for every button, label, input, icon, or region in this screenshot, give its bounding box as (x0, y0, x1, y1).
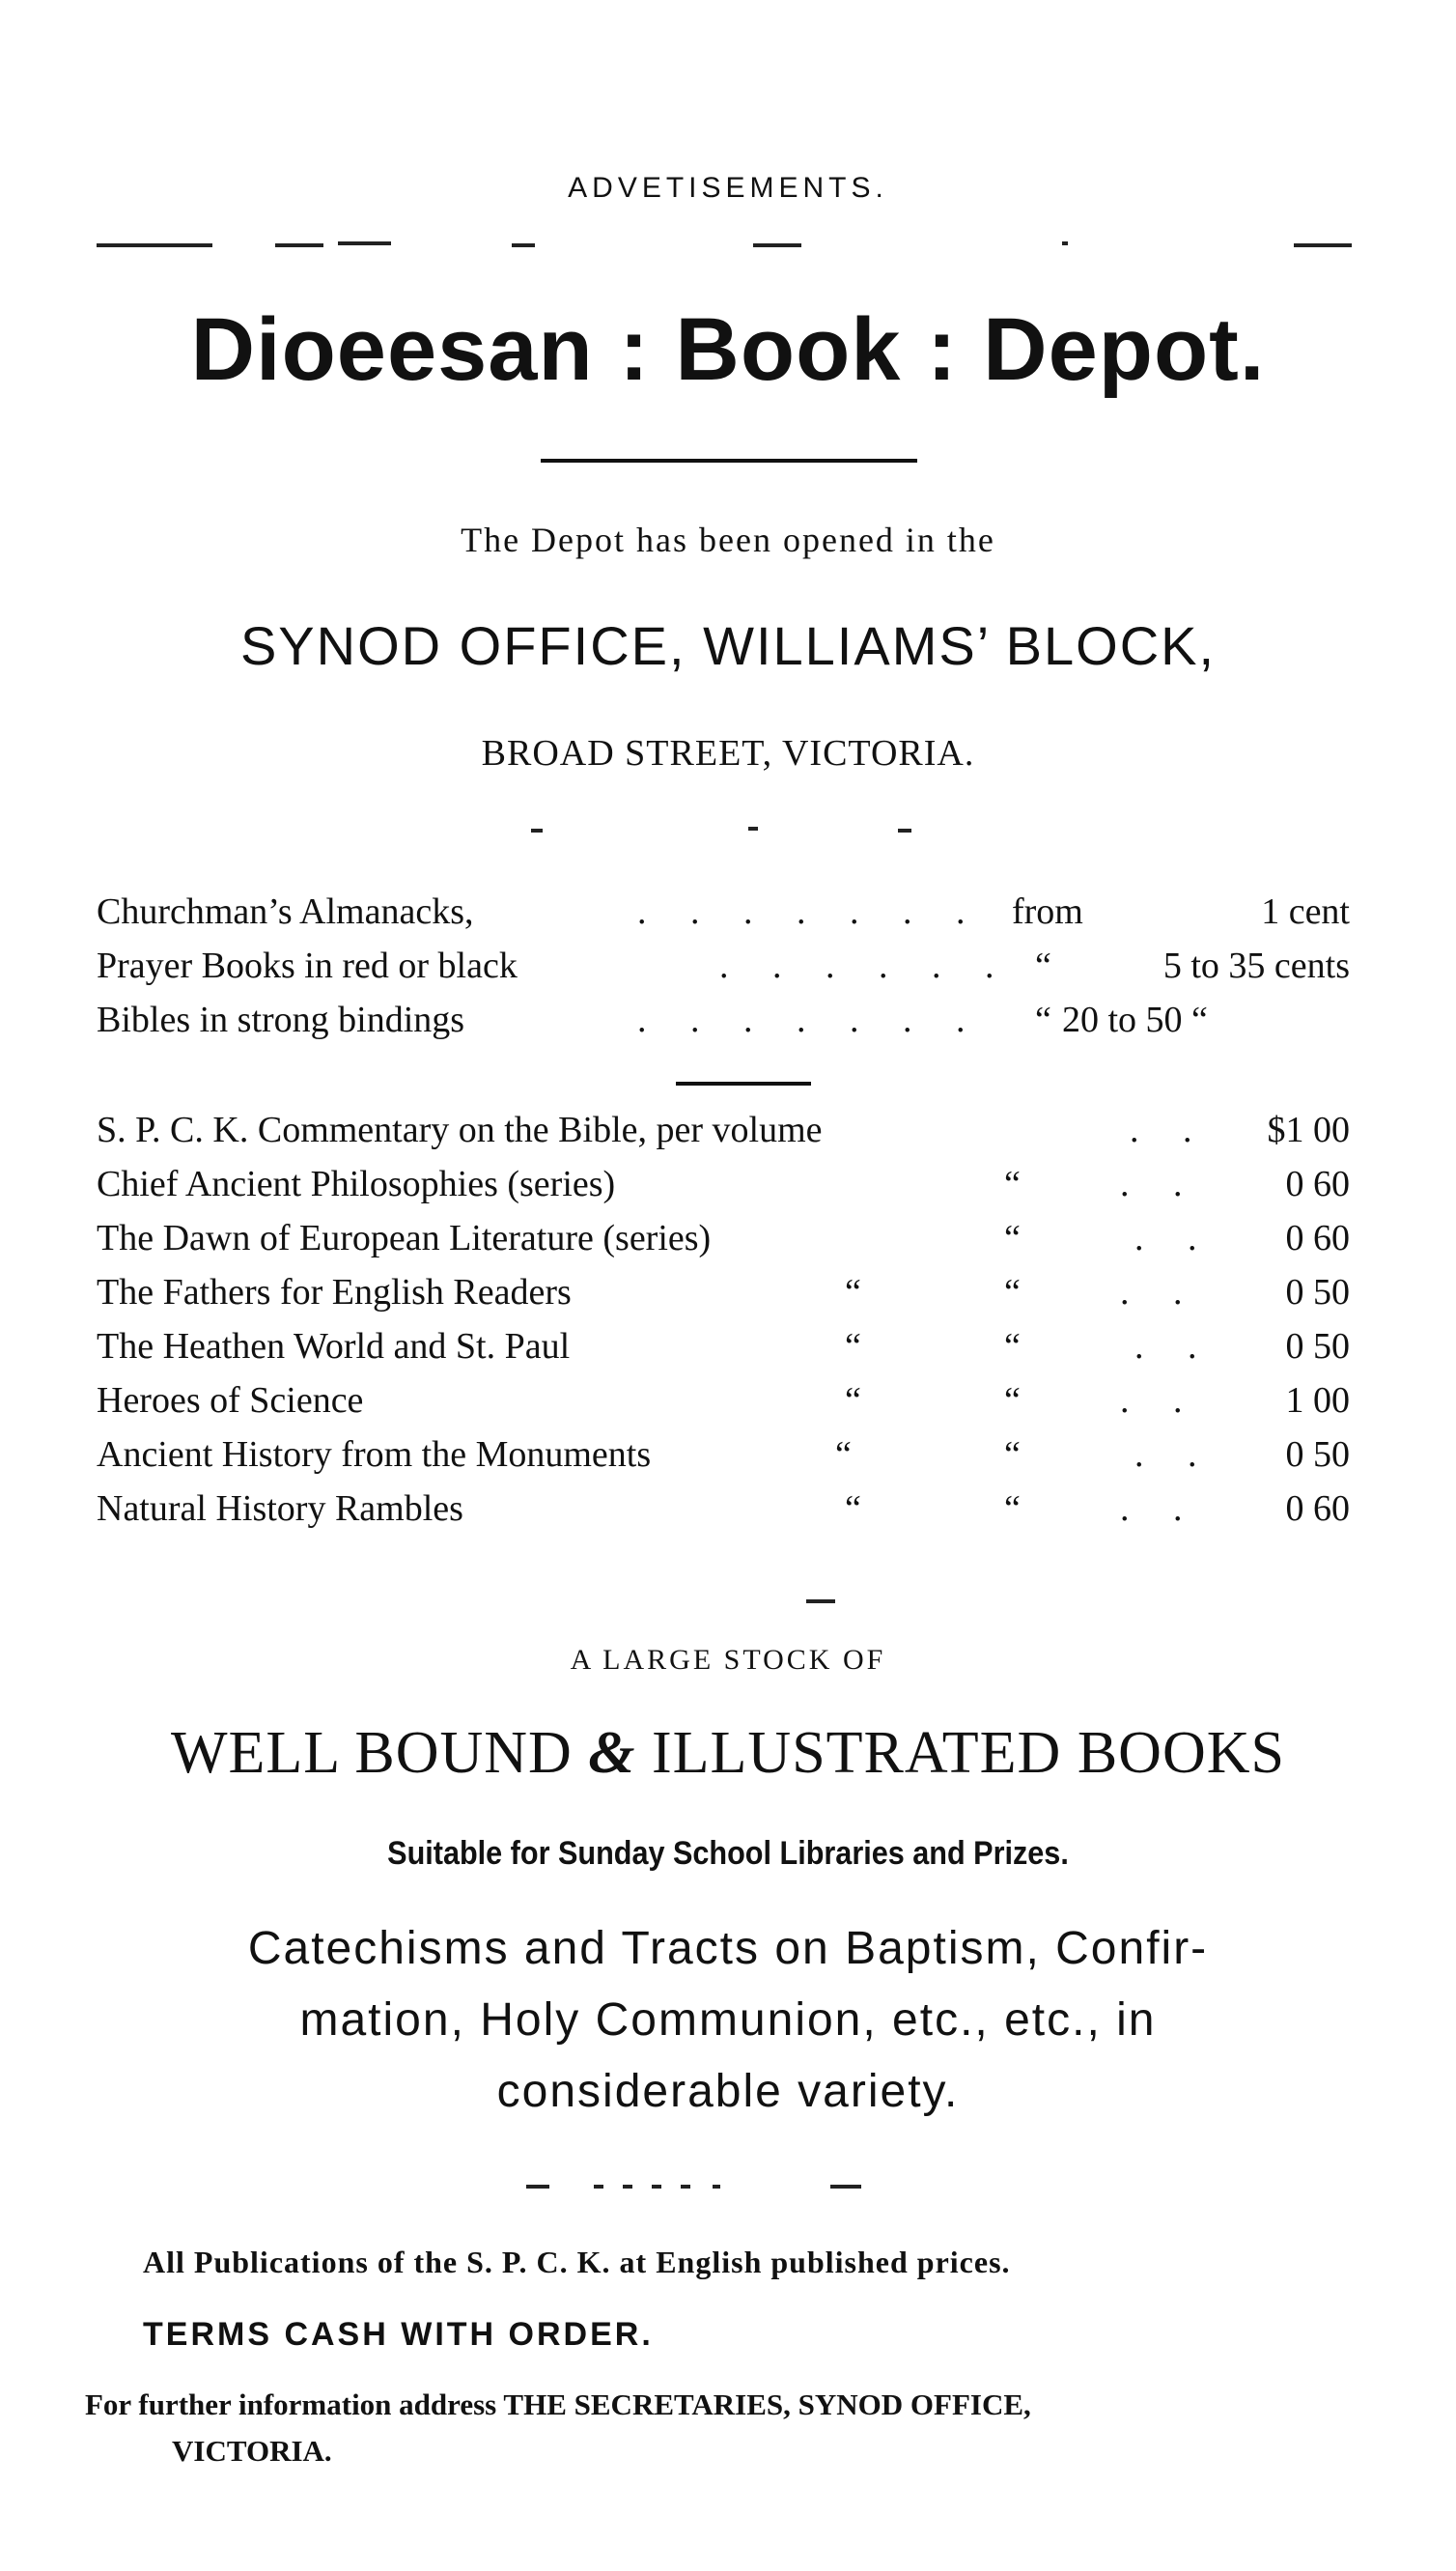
item-ditto: “ (845, 1326, 861, 1367)
list-divider (676, 1082, 811, 1086)
item-ditto: “ (1004, 1218, 1021, 1258)
item-price: 5 to 35 cents (1162, 946, 1350, 986)
item-price: 20 to 50 “ (1062, 1000, 1208, 1040)
item-leader: . . (1120, 1488, 1200, 1529)
list-item (0, 1379, 1456, 1433)
street-address: BROAD STREET, VICTORIA. (481, 733, 975, 774)
item-name: Bibles in strong bindings (97, 1000, 465, 1040)
catechisms-line-3: considerable variety. (496, 2066, 960, 2117)
item-name: Churchman’s Almanacks, (97, 891, 474, 932)
list-item (0, 945, 1456, 999)
separator-dash (806, 1599, 835, 1603)
item-leader: . . . . . . . (637, 891, 983, 932)
item-price: 1 00 (1285, 1380, 1350, 1421)
item-name: Heroes of Science (97, 1380, 364, 1421)
list-item (0, 1325, 1456, 1379)
item-name: S. P. C. K. Commentary on the Bible, per volume (97, 1110, 823, 1150)
title-underline (541, 459, 917, 463)
item-leader: . . (1134, 1218, 1215, 1258)
item-name: Ancient History from the Monuments (97, 1434, 652, 1475)
list-item (0, 1433, 1456, 1487)
item-name: The Heathen World and St. Paul (97, 1326, 571, 1367)
item-ditto: “ (1035, 1000, 1051, 1040)
item-leader: . . (1120, 1164, 1200, 1204)
item-price: 0 60 (1285, 1218, 1350, 1258)
item-price: 0 50 (1285, 1326, 1350, 1367)
item-price: 0 50 (1285, 1434, 1350, 1475)
item-price: 0 60 (1285, 1488, 1350, 1529)
list-item (0, 890, 1456, 945)
list-item (0, 1163, 1456, 1217)
item-name: The Dawn of European Literature (series) (97, 1218, 712, 1258)
headline-right: ILLUSTRATED BOOKS (652, 1720, 1285, 1786)
item-name: Natural History Rambles (97, 1488, 463, 1529)
item-price: 0 50 (1285, 1272, 1350, 1313)
item-leader: . . (1134, 1434, 1215, 1475)
location-heading: SYNOD OFFICE, WILLIAMS’ BLOCK, (239, 615, 1217, 676)
catechisms-line-2: mation, Holy Communion, etc., etc., in (299, 1994, 1157, 2046)
list-item (0, 1271, 1456, 1325)
item-name: Chief Ancient Philosophies (series) (97, 1164, 616, 1204)
stock-suitable: Suitable for Sunday School Libraries and Prizes. (387, 1835, 1069, 1872)
intro-line: The Depot has been opened in the (461, 521, 995, 559)
item-ditto: “ (1004, 1434, 1021, 1475)
item-price: 1 cent (1261, 891, 1350, 932)
list-item (0, 999, 1456, 1053)
stock-headline (0, 1719, 1456, 1788)
item-leader: . . (1120, 1272, 1200, 1313)
item-ditto: “ (1004, 1488, 1021, 1529)
page-title: Dioeesan : Book : Depot. (190, 300, 1266, 399)
item-ditto: “ (1004, 1164, 1021, 1204)
item-leader: . . (1134, 1326, 1215, 1367)
publications-note: All Publications of the S. P. C. K. at English published prices. (143, 2245, 1011, 2279)
list-item (0, 1487, 1456, 1541)
list-item (0, 1109, 1456, 1163)
ampersand-ornament: & (588, 1720, 636, 1786)
list-item (0, 1217, 1456, 1271)
item-name: Prayer Books in red or black (97, 946, 518, 986)
item-ditto: “ (1004, 1326, 1021, 1367)
item-name: The Fathers for English Readers (97, 1272, 572, 1313)
item-ditto: “ (845, 1488, 861, 1529)
item-price: 0 60 (1285, 1164, 1350, 1204)
item-leader: . . (1130, 1110, 1210, 1150)
item-leader: . . . . . . . (637, 1000, 983, 1040)
catechisms-line-1: Catechisms and Tracts on Baptism, Confir- (247, 1923, 1209, 1974)
item-ditto: “ (1004, 1272, 1021, 1313)
item-ditto: “ (845, 1380, 861, 1421)
item-leader: . . (1120, 1380, 1200, 1421)
stock-lead: A LARGE STOCK OF (570, 1644, 886, 1676)
item-price: $1 00 (1267, 1110, 1350, 1150)
item-ditto: “ (845, 1272, 861, 1313)
item-ditto: “ (835, 1434, 852, 1475)
terms-note: TERMS CASH WITH ORDER. (143, 2316, 654, 2353)
section-label: ADVETISEMENTS. (568, 172, 888, 204)
info-line-1: For further information address THE SECRETARIES, SYNOD OFFICE, (85, 2387, 1031, 2421)
headline-left: WELL BOUND (171, 1720, 573, 1786)
item-leader: . . . . . . (719, 946, 1012, 986)
item-ditto: “ (1035, 946, 1051, 986)
item-ditto: “ (1004, 1380, 1021, 1421)
item-from: from (1012, 891, 1083, 932)
info-line-2: VICTORIA. (172, 2434, 332, 2468)
